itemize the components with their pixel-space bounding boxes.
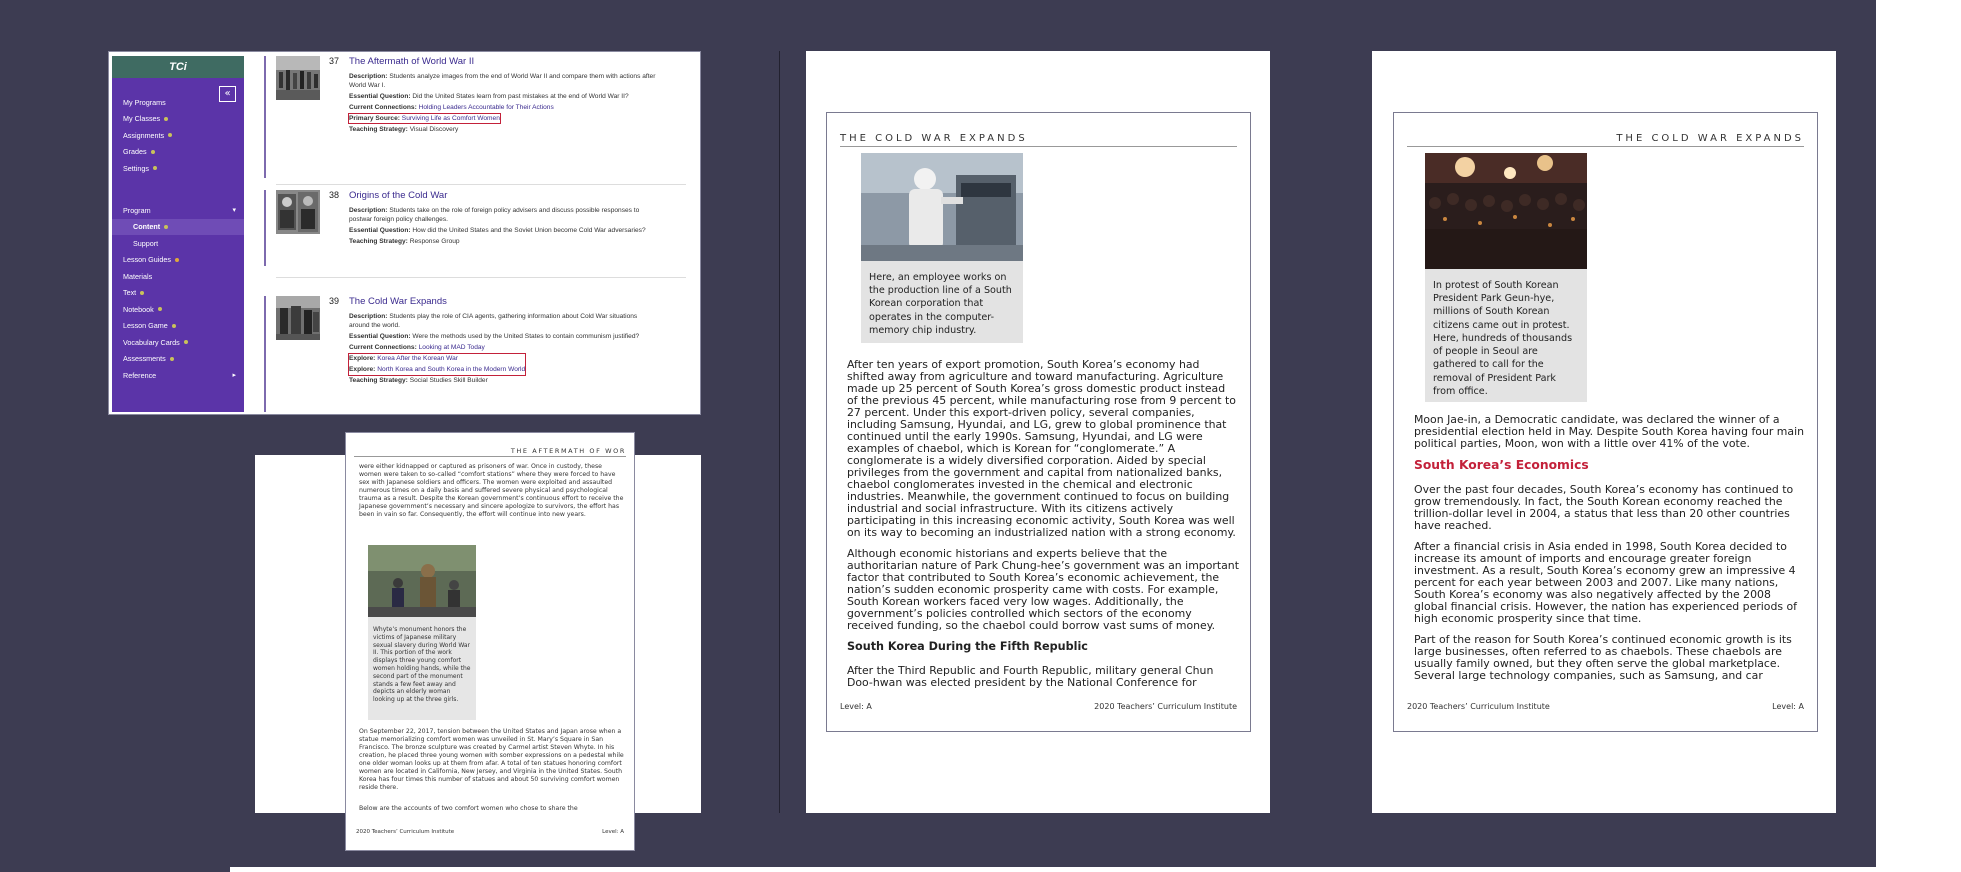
nav-label: Reference xyxy=(123,370,157,380)
article-paragraph: Part of the reason for South Korea’s continued economic growth is its large businesses, often referred to as chaebols. These chaebols are usually family owned, but they often serve the global marketplace. Several large technology companies, such as Samsung, and car xyxy=(1414,633,1792,683)
nav-label: Notebook xyxy=(123,304,154,314)
article-page-cold-war-left xyxy=(826,112,1251,732)
field-label: Teaching Strategy: xyxy=(349,376,408,384)
bottom-strip xyxy=(230,867,1876,872)
highlight-box xyxy=(349,354,525,374)
sidebar-item-assessments[interactable] xyxy=(112,351,244,368)
footer-level: Level: A xyxy=(602,829,624,835)
nav-label: Support xyxy=(133,238,159,248)
article-body xyxy=(1414,414,1806,691)
primary-source-link[interactable]: Surviving Life as Comfort Women xyxy=(401,115,500,123)
figure-caption: In protest of South Korean President Park Geun-hye, millions of South Korean citizens came out in protest. Here, hundreds of thousands of people in Seoul are gathered to call for the removal of President Park from office. xyxy=(1433,280,1573,397)
sidebar-item-notebook[interactable] xyxy=(112,301,244,318)
sidebar-item-lesson-guides[interactable] xyxy=(112,252,244,269)
figure-caption: Whyte’s monument honors the victims of Japanese military sexual slavery during World War II. This portion of the work displays three young comfort women holding hands, while the second part of the monument stands a few feet away and depicts an elderly woman looking up at the three girls. xyxy=(373,626,471,704)
protest-crowd-photo xyxy=(1425,153,1587,269)
lesson-essential-question xyxy=(349,332,659,341)
lesson-essential-question xyxy=(349,92,659,101)
lesson-explore xyxy=(349,354,525,363)
factory-worker-photo xyxy=(861,153,1023,261)
lesson-description xyxy=(349,312,659,330)
current-connections-link[interactable]: Holding Leaders Accountable for Their Actions xyxy=(418,104,554,112)
article-paragraph: After ten years of export promotion, South Korea’s economy had shifted away from agriculture and toward manufacturing. Agriculture made up 25 percent of South Korea’s gross domestic product instead of the previous 45 percent, while manufacturing rose from 9 percent to 27 percent. Under this export-driven policy, several companies, including Samsung, Hyundai, and LG, grew to global prominence that continued until the early 1990s. Samsung, Hyundai, and LG were examples of chaebol, which is Korean for “conglomerate.” A conglomerate is a widely diversified corporation. Aided by special privileges from the government and capital from nationalized banks, chaebol conglomerates invested in the chemical and electronic industries. Meanwhile, the government continued to focus on building industrial and social infrastructure. With its citizens actively participating in this increasing economic activity, South Korea was well on its way to becoming an industrialized nation with a strong economy. xyxy=(847,358,1236,539)
field-label: Essential Question: xyxy=(349,93,411,101)
page-header-text: THE COLD WAR EXPANDS xyxy=(840,133,1028,144)
explore-link[interactable]: Korea After the Korean War xyxy=(377,355,458,363)
nav-label: Grades xyxy=(123,147,147,157)
divider-line xyxy=(779,51,780,813)
status-dot-icon xyxy=(164,225,168,229)
sidebar-item-lesson-game[interactable] xyxy=(112,318,244,335)
nav-label: Settings xyxy=(123,163,149,173)
field-label: Explore: xyxy=(349,355,376,363)
page-header: THE AFTERMATH OF WOR xyxy=(354,447,626,457)
lesson-number: 37 xyxy=(329,56,340,66)
article-paragraph: After the Third Republic and Fourth Republic, military general Chun Doo-hwan was elected president by the National Conference for xyxy=(847,663,1214,689)
lesson-number: 39 xyxy=(329,296,340,306)
tci-logo[interactable] xyxy=(112,56,244,78)
article-page-cold-war-right xyxy=(1393,112,1818,732)
explore-link[interactable]: North Korea and South Korea in the Modern World xyxy=(377,366,526,374)
field-label: Current Connections: xyxy=(349,104,417,112)
caret-down-icon: ▾ xyxy=(232,207,236,215)
status-dot-icon xyxy=(172,324,176,328)
sidebar-item-my-classes[interactable] xyxy=(112,111,244,128)
sidebar-item-support[interactable] xyxy=(112,235,244,252)
article-paragraph: Although economic historians and experts believe that the authoritarian nature of Park Chung-hee’s government was an important factor that contributed to South Korea’s economic achievement, the nation’s sudden economic prosperity came with costs. For example, South Korean workers faced very low wages. Additionally, the government’s policies controlled which sectors of the economy received funding, so the chaebol could borrow vast sums of money. xyxy=(847,546,1239,632)
field-label: Teaching Strategy: xyxy=(349,238,408,246)
lesson-teaching-strategy xyxy=(349,125,659,134)
field-value: Students analyze images from the end of World War II and compare them with actions after World War I. xyxy=(349,73,656,90)
field-label: Description: xyxy=(349,207,388,214)
page-header xyxy=(840,133,1237,147)
sidebar-item-settings[interactable] xyxy=(112,160,244,177)
footer-publisher: 2020 Teachers’ Curriculum Institute xyxy=(1407,702,1550,711)
lesson-teaching-strategy xyxy=(349,376,659,385)
section-heading: South Korea’s Economics xyxy=(1414,457,1589,472)
field-value: Did the United States learn from past mistakes at the end of World War II? xyxy=(412,93,629,101)
nav-top xyxy=(112,94,244,177)
lesson-row xyxy=(264,56,694,178)
field-label: Description: xyxy=(349,73,388,80)
article-paragraph: Below are the accounts of two comfort women who chose to share the xyxy=(359,805,578,812)
sidebar-item-assignments[interactable] xyxy=(112,127,244,144)
field-label: Essential Question: xyxy=(349,227,411,235)
field-label: Primary Source: xyxy=(349,115,400,123)
section-heading: South Korea During the Fifth Republic xyxy=(847,639,1088,653)
page-footer xyxy=(1407,702,1804,711)
field-value: Social Studies Skill Builder xyxy=(409,376,488,384)
sidebar-item-my-programs[interactable] xyxy=(112,94,244,111)
current-connections-link[interactable]: Looking at MAD Today xyxy=(418,344,485,352)
status-dot-icon xyxy=(151,150,155,154)
lesson-number: 38 xyxy=(329,190,340,200)
page-header-text: THE COLD WAR EXPANDS xyxy=(1616,133,1804,144)
status-dot-icon xyxy=(164,117,168,121)
lesson-description xyxy=(349,206,659,224)
lesson-current-connections xyxy=(349,103,659,112)
status-dot-icon xyxy=(175,258,179,262)
article-paragraph: Moon Jae-in, a Democratic candidate, was declared the winner of a presidential election held in May. Despite South Korea having four main political parties, Moon, won with a little over 41% of the vote. xyxy=(1414,413,1804,450)
lesson-accent-bar xyxy=(264,190,266,266)
lesson-primary-source xyxy=(349,114,659,123)
article-body xyxy=(847,359,1239,698)
article-paragraph: were either kidnapped or captured as prisoners of war. Once in custody, these women were taken to so-called “comfort stations” where they were forced to have sex with Japanese soldiers and officers. The women were exploited and assaulted numerous times on a daily basis and suffered severe physical and psychological trauma as a result. Despite the Korean government’s continuous effort to receive the Japanese government’s necessary and sincere apologize to survivors, the effort has been in vain so far. Consequently, the effort will continue into new years. xyxy=(359,463,624,519)
nav-label: Program xyxy=(123,205,151,215)
lesson-accent-bar xyxy=(264,56,266,178)
field-label: Explore: xyxy=(349,366,376,374)
sidebar-item-content[interactable] xyxy=(112,219,244,236)
status-dot-icon xyxy=(168,133,172,137)
footer-level: Level: A xyxy=(840,702,872,711)
figure xyxy=(861,153,1023,343)
lesson-title-link[interactable]: The Cold War Expands xyxy=(349,296,447,307)
field-label: Description: xyxy=(349,313,388,320)
sidebar xyxy=(112,56,244,412)
article-paragraph: On September 22, 2017, tension between the United States and Japan arose when a statue memorializing comfort women was unveiled in St. Mary’s Square in San Francisco. The bronze sculpture was created by Carmel artist Steven Whyte. In his creation, he placed three young women with somber expressions on a pedestal while one older woman looks up at them from afar. A total of ten statues honoring comfort women are located in California, New Jersey, and Virginia in the United States. South Korea has four times this number of statues and about 50 surviving comfort women reside there. xyxy=(359,728,624,792)
lesson-thumbnail-image[interactable] xyxy=(276,296,320,340)
lesson-details xyxy=(349,312,659,387)
status-dot-icon xyxy=(184,340,188,344)
nav-label: Assessments xyxy=(123,354,166,364)
sidebar-item-program[interactable] xyxy=(112,202,244,219)
lesson-essential-question xyxy=(349,226,659,235)
figure-caption: Here, an employee works on the production line of a South Korean corporation that operates in the computer-memory chip industry. xyxy=(869,272,1012,336)
article-page-aftermath xyxy=(345,432,635,851)
page-footer xyxy=(356,829,624,835)
field-value: How did the United States and the Soviet Union become Cold War adversaries? xyxy=(412,227,646,235)
lesson-details xyxy=(349,206,659,248)
status-dot-icon xyxy=(170,357,174,361)
status-dot-icon xyxy=(158,307,162,311)
nav-label: Assignments xyxy=(123,130,165,140)
lesson-description xyxy=(349,72,659,90)
logo-text: TCi xyxy=(169,61,187,73)
highlight-box xyxy=(349,114,500,123)
lesson-thumbnail-image[interactable] xyxy=(276,56,320,100)
figure xyxy=(1425,153,1587,402)
lesson-current-connections xyxy=(349,343,659,352)
field-label: Essential Question: xyxy=(349,333,411,341)
field-value: Students play the role of CIA agents, gathering information about Cold War situations around the world. xyxy=(349,313,638,330)
field-label: Current Connections: xyxy=(349,344,417,352)
lesson-details xyxy=(349,72,659,137)
lesson-row xyxy=(264,190,694,266)
nav-label: Vocabulary Cards xyxy=(123,337,180,347)
footer-publisher: 2020 Teachers’ Curriculum Institute xyxy=(356,829,455,835)
row-divider xyxy=(276,277,686,278)
nav-program xyxy=(112,202,244,384)
footer-level: Level: A xyxy=(1772,702,1804,711)
page-footer xyxy=(840,702,1237,711)
nav-label: Lesson Game xyxy=(123,321,168,331)
lesson-accent-bar xyxy=(264,296,266,412)
row-divider xyxy=(276,184,686,185)
nav-label: Text xyxy=(123,288,137,298)
article-paragraph: After a financial crisis in Asia ended in 1998, South Korea decided to increase its amount of imports and encourage greater foreign investment. As a result, South Korea’s economy grew an impressive 4 percent for each year between 2003 and 2007. Like many nations, South Korea’s economy was also negatively affected by the 2008 global financial crisis. However, the nation has experienced periods of high economic prosperity since that time. xyxy=(1414,540,1797,626)
field-value: Students take on the role of foreign policy advisers and discuss possible responses to postwar foreign policy challenges. xyxy=(349,207,640,224)
lesson-title-link[interactable]: The Aftermath of World War II xyxy=(349,56,475,67)
monument-photo xyxy=(368,545,476,617)
nav-label: Lesson Guides xyxy=(123,255,171,265)
lms-screenshot xyxy=(108,51,701,415)
page-header xyxy=(1407,133,1804,147)
footer-publisher: 2020 Teachers’ Curriculum Institute xyxy=(1094,702,1237,711)
sidebar-item-grades[interactable] xyxy=(112,144,244,161)
status-dot-icon xyxy=(153,166,157,170)
article-paragraph: Over the past four decades, South Korea’s economy has continued to grow tremendously. In fact, the South Korean economy reached the trillion-dollar level in 2004, a status that less than 20 other countries have reached. xyxy=(1414,483,1794,533)
field-value: Response Group xyxy=(409,238,460,246)
field-value: Were the methods used by the United States to contain communism justified? xyxy=(412,333,640,341)
sidebar-item-reference[interactable] xyxy=(112,367,244,384)
lesson-row xyxy=(264,296,694,412)
field-label: Teaching Strategy: xyxy=(349,126,408,134)
double-chevron-left-icon: « xyxy=(224,88,231,99)
nav-label: Content xyxy=(133,222,161,232)
nav-label: My Programs xyxy=(123,97,166,107)
lesson-list xyxy=(264,56,696,412)
sidebar-item-materials[interactable] xyxy=(112,268,244,285)
lesson-title-link[interactable]: Origins of the Cold War xyxy=(349,190,448,201)
field-value: Visual Discovery xyxy=(409,126,459,134)
status-dot-icon xyxy=(140,291,144,295)
nav-label: Materials xyxy=(123,271,153,281)
nav-label: My Classes xyxy=(123,114,161,124)
sidebar-item-text[interactable] xyxy=(112,285,244,302)
figure xyxy=(368,545,476,720)
lesson-explore xyxy=(349,365,525,374)
lesson-teaching-strategy xyxy=(349,237,659,246)
lesson-thumbnail-image[interactable] xyxy=(276,190,320,234)
caret-right-icon: ▸ xyxy=(232,372,236,380)
sidebar-item-vocabulary-cards[interactable] xyxy=(112,334,244,351)
